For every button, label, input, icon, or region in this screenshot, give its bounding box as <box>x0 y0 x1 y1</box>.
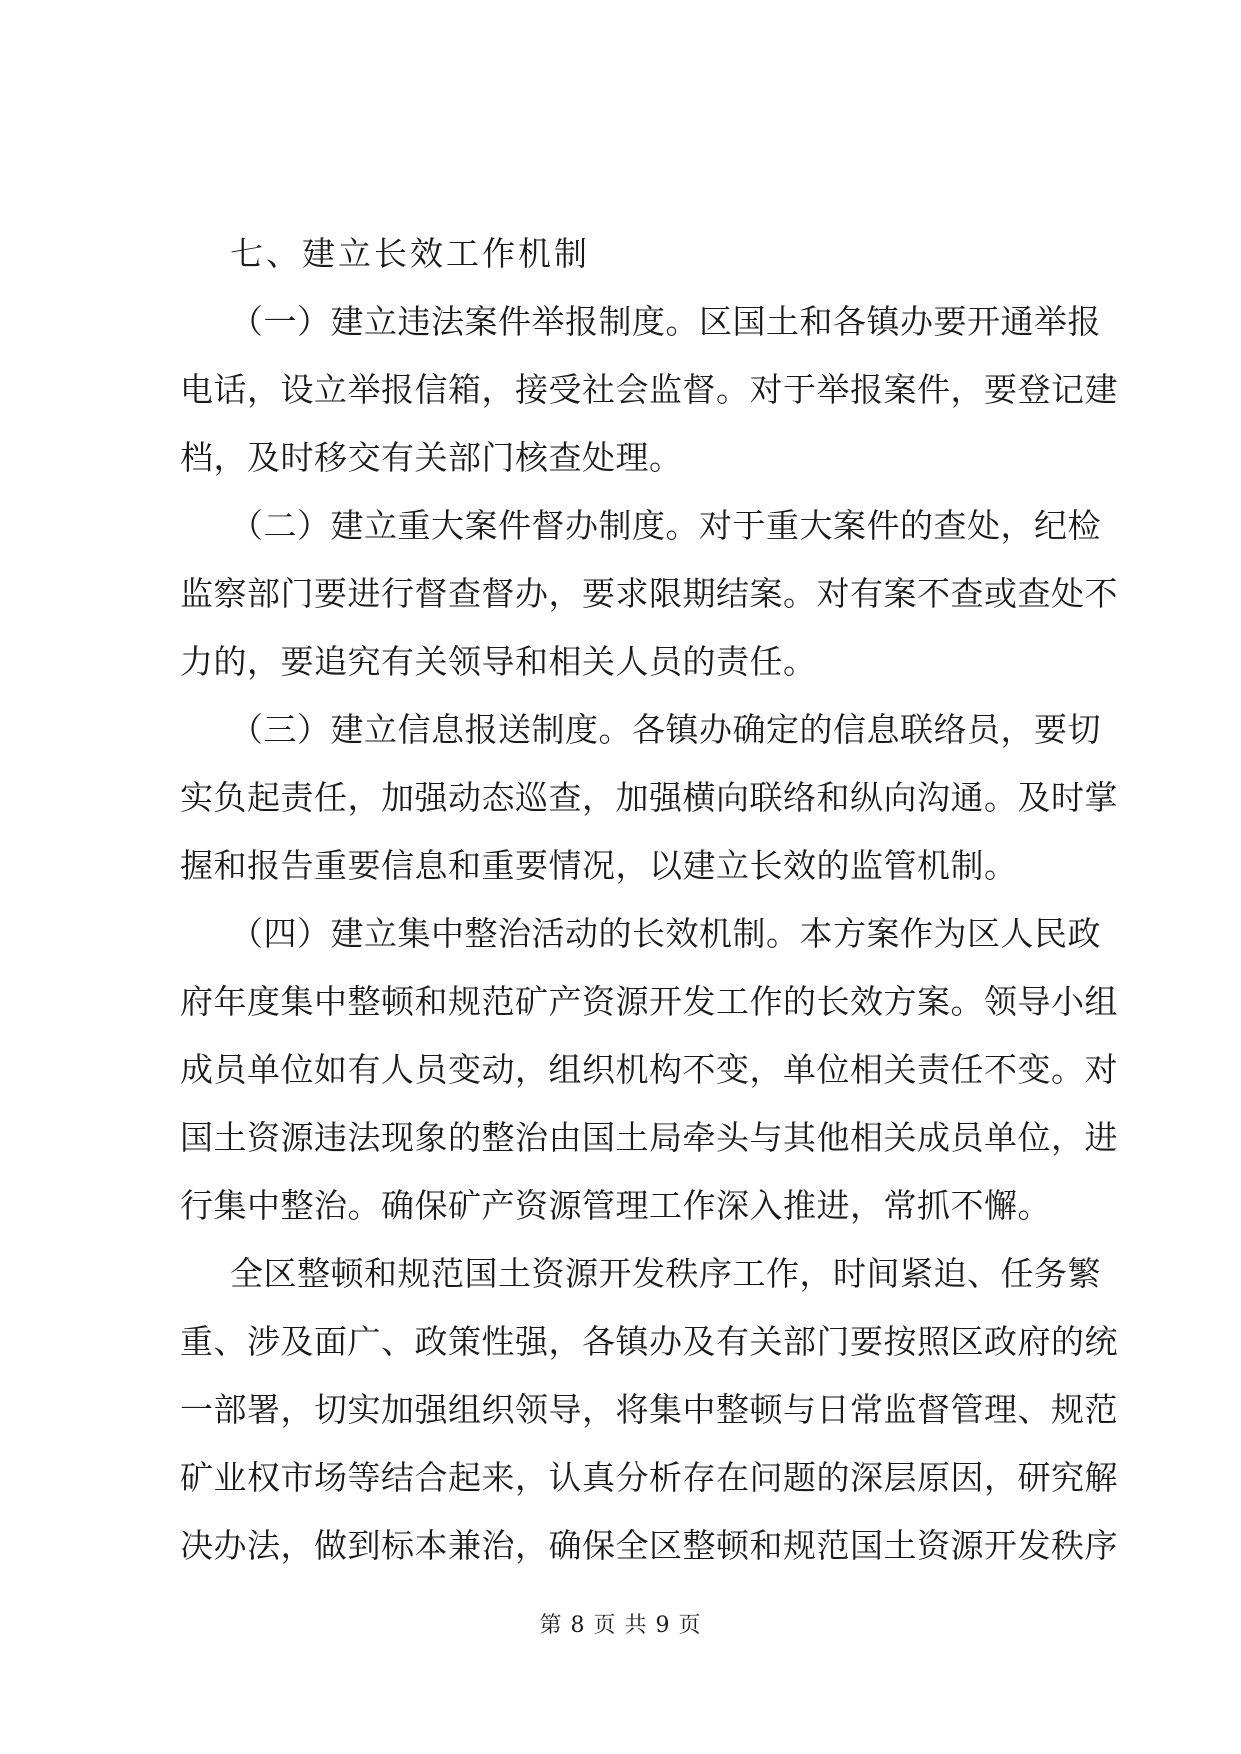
text-line: 实负起责任，加强动态巡查，加强横向联络和纵向沟通。及时掌 <box>180 778 1118 817</box>
text-line: 电话，设立举报信箱，接受社会监督。对于举报案件，要登记建 <box>180 370 1118 409</box>
text-line: （四）建立集中整治活动的长效机制。本方案作为区人民政 <box>230 914 1101 953</box>
text-line: 行集中整治。确保矿产资源管理工作深入推进，常抓不懈。 <box>180 1186 1051 1225</box>
text-line: 府年度集中整顿和规范矿产资源开发工作的长效方案。领导小组 <box>180 982 1118 1021</box>
text-line: 国土资源违法现象的整治由国土局牵头与其他相关成员单位，进 <box>180 1118 1118 1157</box>
text-line: 握和报告重要信息和重要情况，以建立长效的监管机制。 <box>180 846 1018 885</box>
text-line: 监察部门要进行督查督办，要求限期结案。对有案不查或查处不 <box>180 574 1118 613</box>
text-line: 矿业权市场等结合起来，认真分析存在问题的深层原因，研究解 <box>180 1458 1118 1497</box>
text-line: 力的，要追究有关领导和相关人员的责任。 <box>180 642 817 681</box>
text-line: 重、涉及面广、政策性强，各镇办及有关部门要按照区政府的统 <box>180 1322 1118 1361</box>
page-number-footer: 第 8 页 共 9 页 <box>539 1613 702 1638</box>
text-line: 决办法，做到标本兼治，确保全区整顿和规范国土资源开发秩序 <box>180 1526 1118 1565</box>
text-line: 全区整顿和规范国土资源开发秩序工作，时间紧迫、任务繁 <box>230 1254 1101 1293</box>
text-line: （一）建立违法案件举报制度。区国土和各镇办要开通举报 <box>230 302 1101 341</box>
text-line: 档，及时移交有关部门核查处理。 <box>180 438 683 477</box>
text-line: （二）建立重大案件督办制度。对于重大案件的查处，纪检 <box>230 506 1101 545</box>
text-line: 一部署，切实加强组织领导，将集中整顿与日常监督管理、规范 <box>180 1390 1118 1429</box>
text-line: （三）建立信息报送制度。各镇办确定的信息联络员，要切 <box>230 710 1101 749</box>
section-heading: 七、建立长效工作机制 <box>230 234 590 273</box>
document-body <box>180 220 1118 1580</box>
text-line: 成员单位如有人员变动，组织机构不变，单位相关责任不变。对 <box>180 1050 1118 1089</box>
